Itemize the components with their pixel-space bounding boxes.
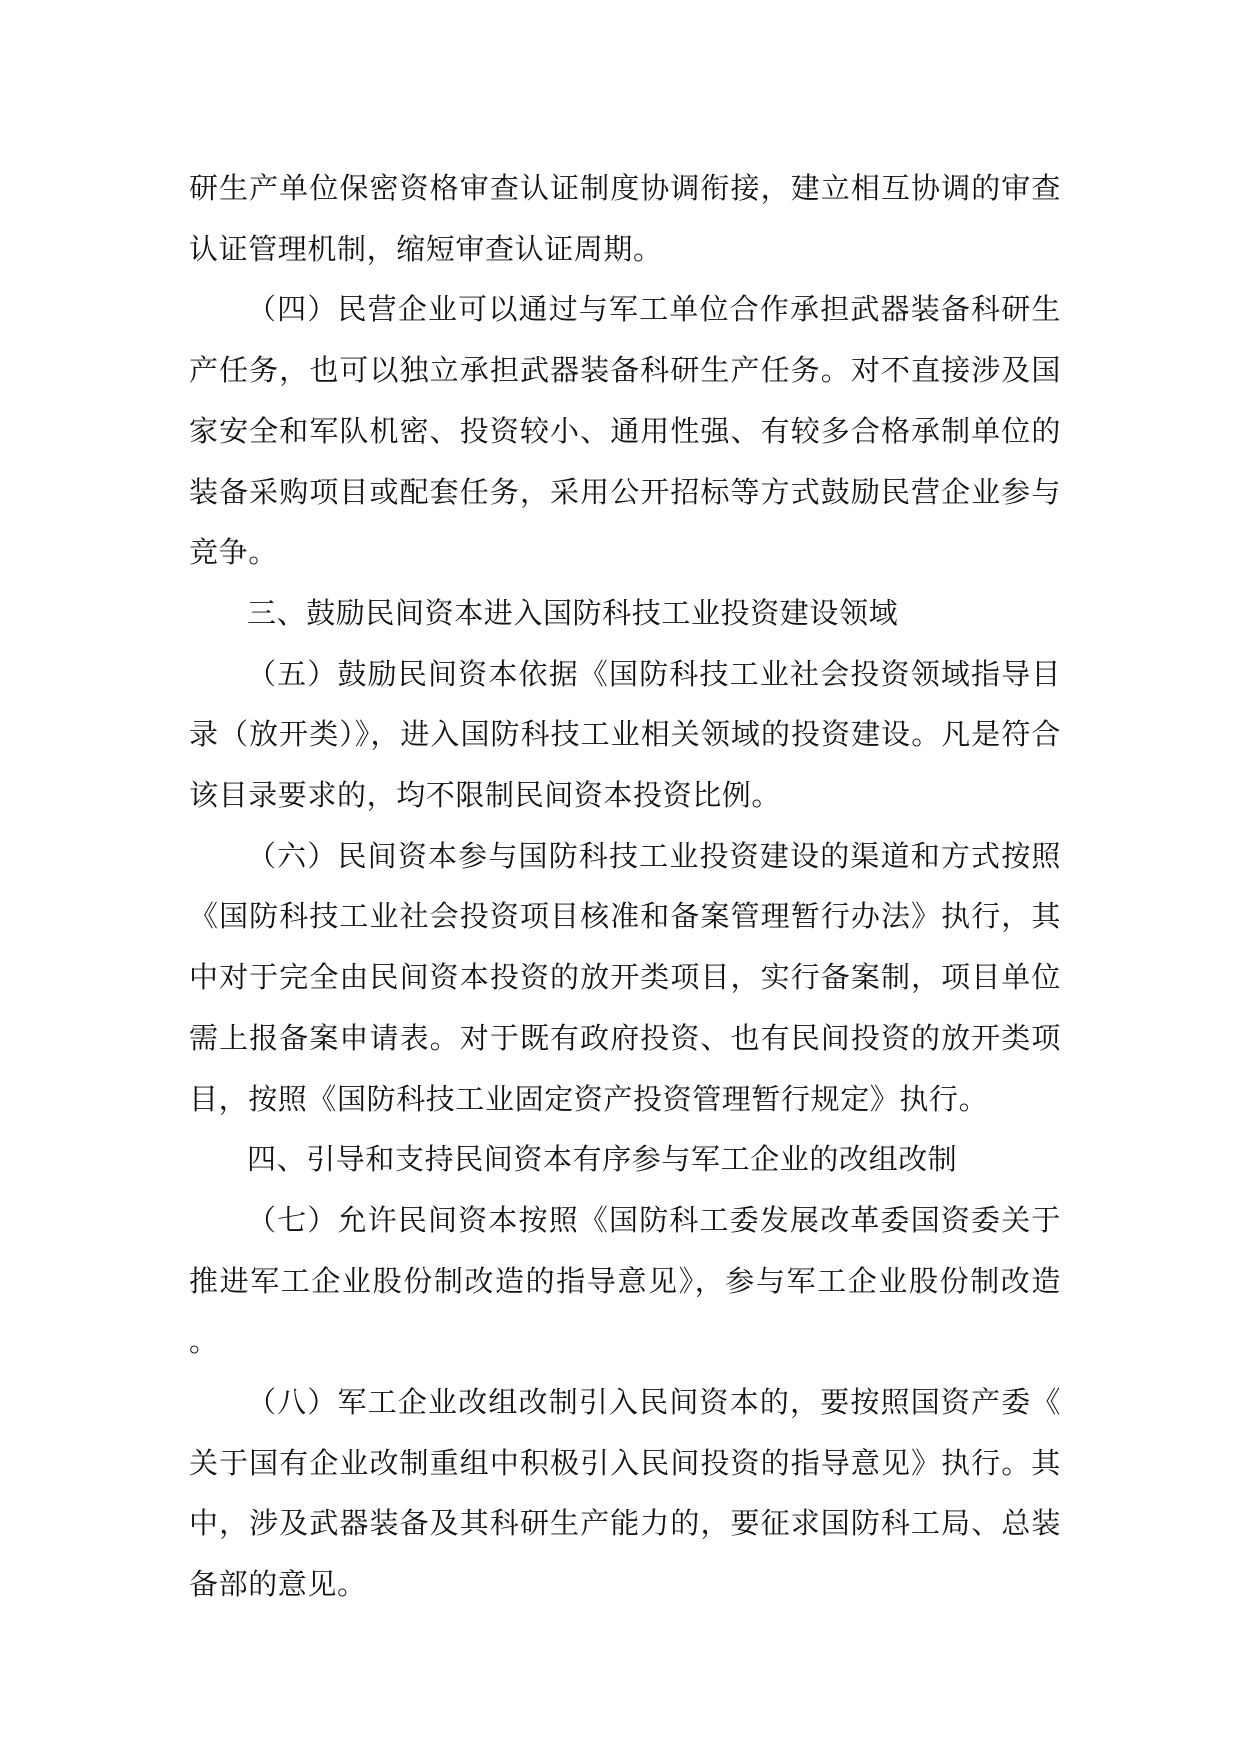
paragraph-item-8: （八）军工企业改组改制引入民间资本的，要按照国资产委《关于国有企业改制重组中积极引入民间投资的指导意见》执行。其中，涉及武器装备及其科研生产能力的，要征求国防科工局、总装备部的意见。 (189, 1385, 1061, 1602)
paragraph-continuation: 研生产单位保密资格审查认证制度协调衔接，建立相互协调的审查认证管理机制，缩短审查认证周期。 (189, 171, 1061, 266)
document-body (189, 158, 1061, 1615)
section-heading-4: 四、引导和支持民间资本有序参与军工企业的改组改制 (247, 1142, 958, 1177)
section-heading-3: 三、鼓励民间资本进入国防科技工业投资建设领域 (247, 595, 899, 630)
paragraph-item-5: （五）鼓励民间资本依据《国防科技工业社会投资领域指导目录（放开类）》，进入国防科技工业相关领域的投资建设。凡是符合该目录要求的，均不限制民间资本投资比例。 (189, 656, 1061, 813)
paragraph-item-6: （六）民间资本参与国防科技工业投资建设的渠道和方式按照《国防科技工业社会投资项目核准和备案管理暂行办法》执行，其中对于完全由民间资本投资的放开类项目，实行备案制，项目单位需上报备案申请表。对于既有政府投资、也有民间投资的放开类项目，按照《国防科技工业固定资产投资管理暂行规定》执行。 (189, 838, 1061, 1116)
paragraph-item-7: （七）允许民间资本按照《国防科工委发展改革委国资委关于推进军工企业股份制改造的指导意见》，参与军工企业股份制改造。 (189, 1202, 1061, 1359)
paragraph-item-4: （四）民营企业可以通过与军工单位合作承担武器装备科研生产任务，也可以独立承担武器装备科研生产任务。对不直接涉及国家安全和军队机密、投资较小、通用性强、有较多合格承制单位的装备采购项目或配套任务，采用公开招标等方式鼓励民营企业参与竞争。 (189, 292, 1061, 570)
